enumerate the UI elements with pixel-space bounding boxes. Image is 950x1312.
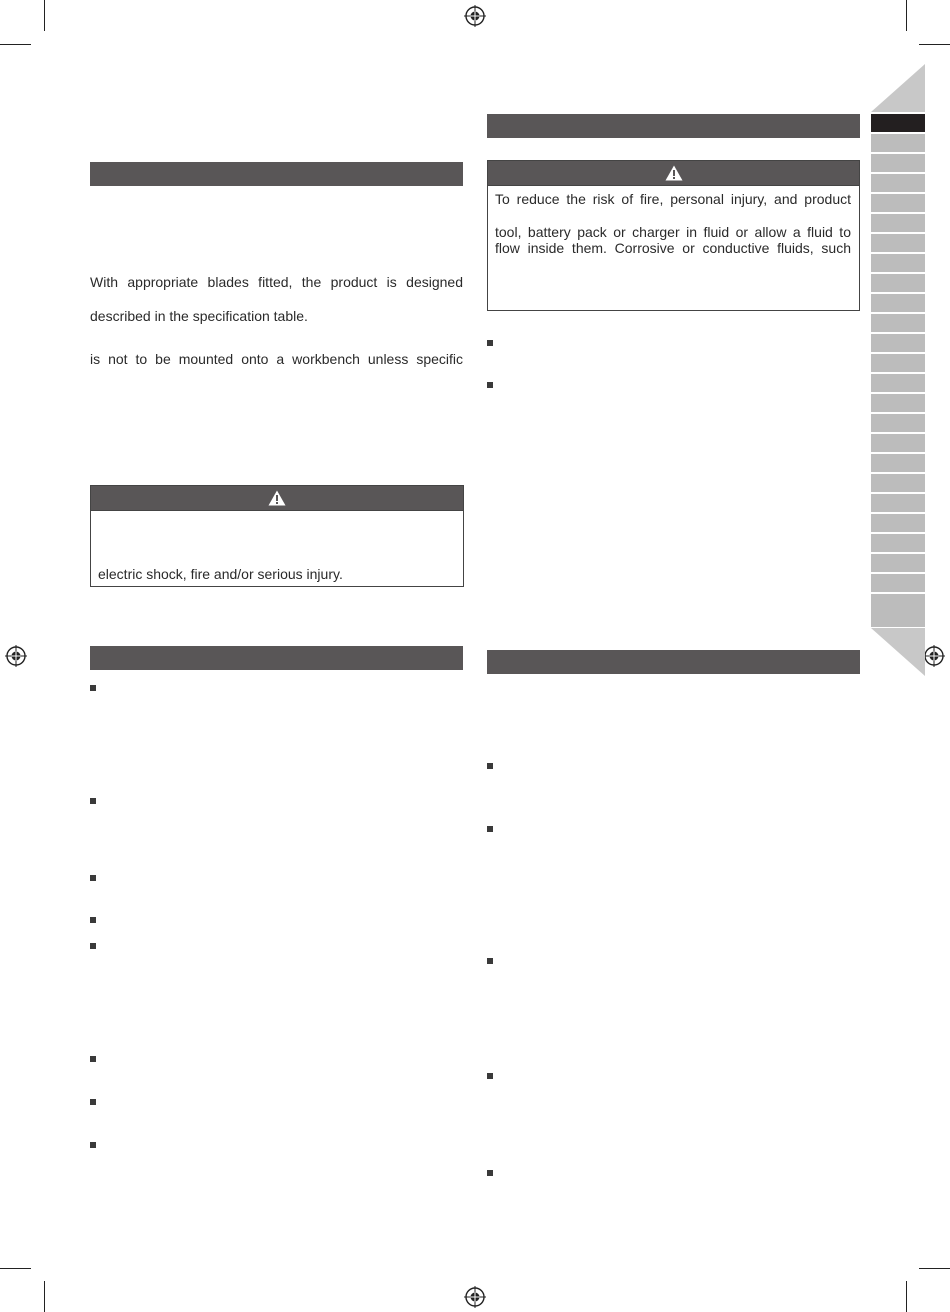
crop-mark bbox=[44, 1281, 45, 1312]
language-tab[interactable] bbox=[871, 294, 925, 312]
registration-mark-icon bbox=[923, 645, 945, 667]
warning-text: To reduce the risk of fire, personal injury, and product bbox=[495, 191, 851, 207]
section-header-bar bbox=[487, 114, 860, 138]
language-tab[interactable] bbox=[871, 194, 925, 212]
crop-mark bbox=[906, 0, 907, 31]
language-tab[interactable] bbox=[871, 414, 925, 432]
language-tab[interactable] bbox=[871, 474, 925, 492]
warning-box-header bbox=[91, 486, 463, 511]
warning-text: flow inside them. Corrosive or conductive fluids, such bbox=[495, 240, 851, 256]
crop-mark bbox=[0, 44, 31, 45]
warning-box bbox=[90, 485, 464, 587]
bullet-marker bbox=[487, 340, 493, 346]
crop-mark bbox=[44, 0, 45, 31]
bullet-marker bbox=[90, 798, 96, 804]
language-tab[interactable] bbox=[871, 334, 925, 352]
language-tab[interactable] bbox=[871, 254, 925, 272]
language-tab[interactable] bbox=[871, 534, 925, 552]
bullet-marker bbox=[487, 763, 493, 769]
registration-mark-icon bbox=[464, 5, 486, 27]
warning-text: tool, battery pack or charger in fluid or allow a fluid to bbox=[495, 224, 851, 240]
language-tab[interactable] bbox=[871, 554, 925, 572]
bullet-marker bbox=[90, 943, 96, 949]
language-tab[interactable] bbox=[871, 494, 925, 512]
warning-text: electric shock, fire and/or serious injury. bbox=[98, 566, 343, 582]
bullet-marker bbox=[487, 1170, 493, 1176]
language-tab[interactable] bbox=[871, 394, 925, 412]
language-tab[interactable] bbox=[871, 354, 925, 372]
language-tab[interactable] bbox=[871, 514, 925, 532]
intended-use-text: With appropriate blades fitted, the product is designed bbox=[90, 274, 463, 290]
warning-triangle-icon bbox=[665, 165, 683, 181]
section-header-bar bbox=[487, 650, 860, 674]
language-tab[interactable] bbox=[871, 609, 925, 627]
registration-mark-icon bbox=[5, 645, 27, 667]
bullet-marker bbox=[90, 1056, 96, 1062]
language-tab[interactable] bbox=[871, 454, 925, 472]
section-header-bar bbox=[90, 646, 463, 670]
warning-box bbox=[487, 160, 860, 311]
language-tab[interactable] bbox=[871, 434, 925, 452]
language-tab-triangle-top bbox=[871, 64, 925, 112]
bullet-marker bbox=[90, 917, 96, 923]
language-tab[interactable] bbox=[871, 134, 925, 152]
bullet-marker bbox=[487, 382, 493, 388]
warning-triangle-icon bbox=[268, 490, 286, 506]
bullet-marker bbox=[487, 958, 493, 964]
crop-mark bbox=[919, 44, 950, 45]
crop-mark bbox=[906, 1281, 907, 1312]
language-tab[interactable] bbox=[871, 274, 925, 292]
language-tab-triangle-bottom bbox=[871, 628, 925, 676]
bullet-marker bbox=[487, 826, 493, 832]
language-tab[interactable] bbox=[871, 574, 925, 592]
section-header-bar bbox=[90, 162, 463, 186]
language-tab-active[interactable] bbox=[871, 114, 925, 132]
bullet-marker bbox=[90, 875, 96, 881]
language-tab[interactable] bbox=[871, 234, 925, 252]
language-tab[interactable] bbox=[871, 154, 925, 172]
warning-box-header bbox=[488, 161, 859, 186]
crop-mark bbox=[0, 1268, 31, 1269]
bullet-marker bbox=[90, 1099, 96, 1105]
language-tab[interactable] bbox=[871, 374, 925, 392]
language-tab[interactable] bbox=[871, 314, 925, 332]
intended-use-text: is not to be mounted onto a workbench unless specific bbox=[90, 351, 463, 367]
registration-mark-icon bbox=[464, 1286, 486, 1308]
language-tab[interactable] bbox=[871, 174, 925, 192]
bullet-marker bbox=[90, 1142, 96, 1148]
intended-use-text: described in the specification table. bbox=[90, 308, 308, 324]
bullet-marker bbox=[90, 685, 96, 691]
crop-mark bbox=[919, 1268, 950, 1269]
bullet-marker bbox=[487, 1073, 493, 1079]
language-tab[interactable] bbox=[871, 214, 925, 232]
